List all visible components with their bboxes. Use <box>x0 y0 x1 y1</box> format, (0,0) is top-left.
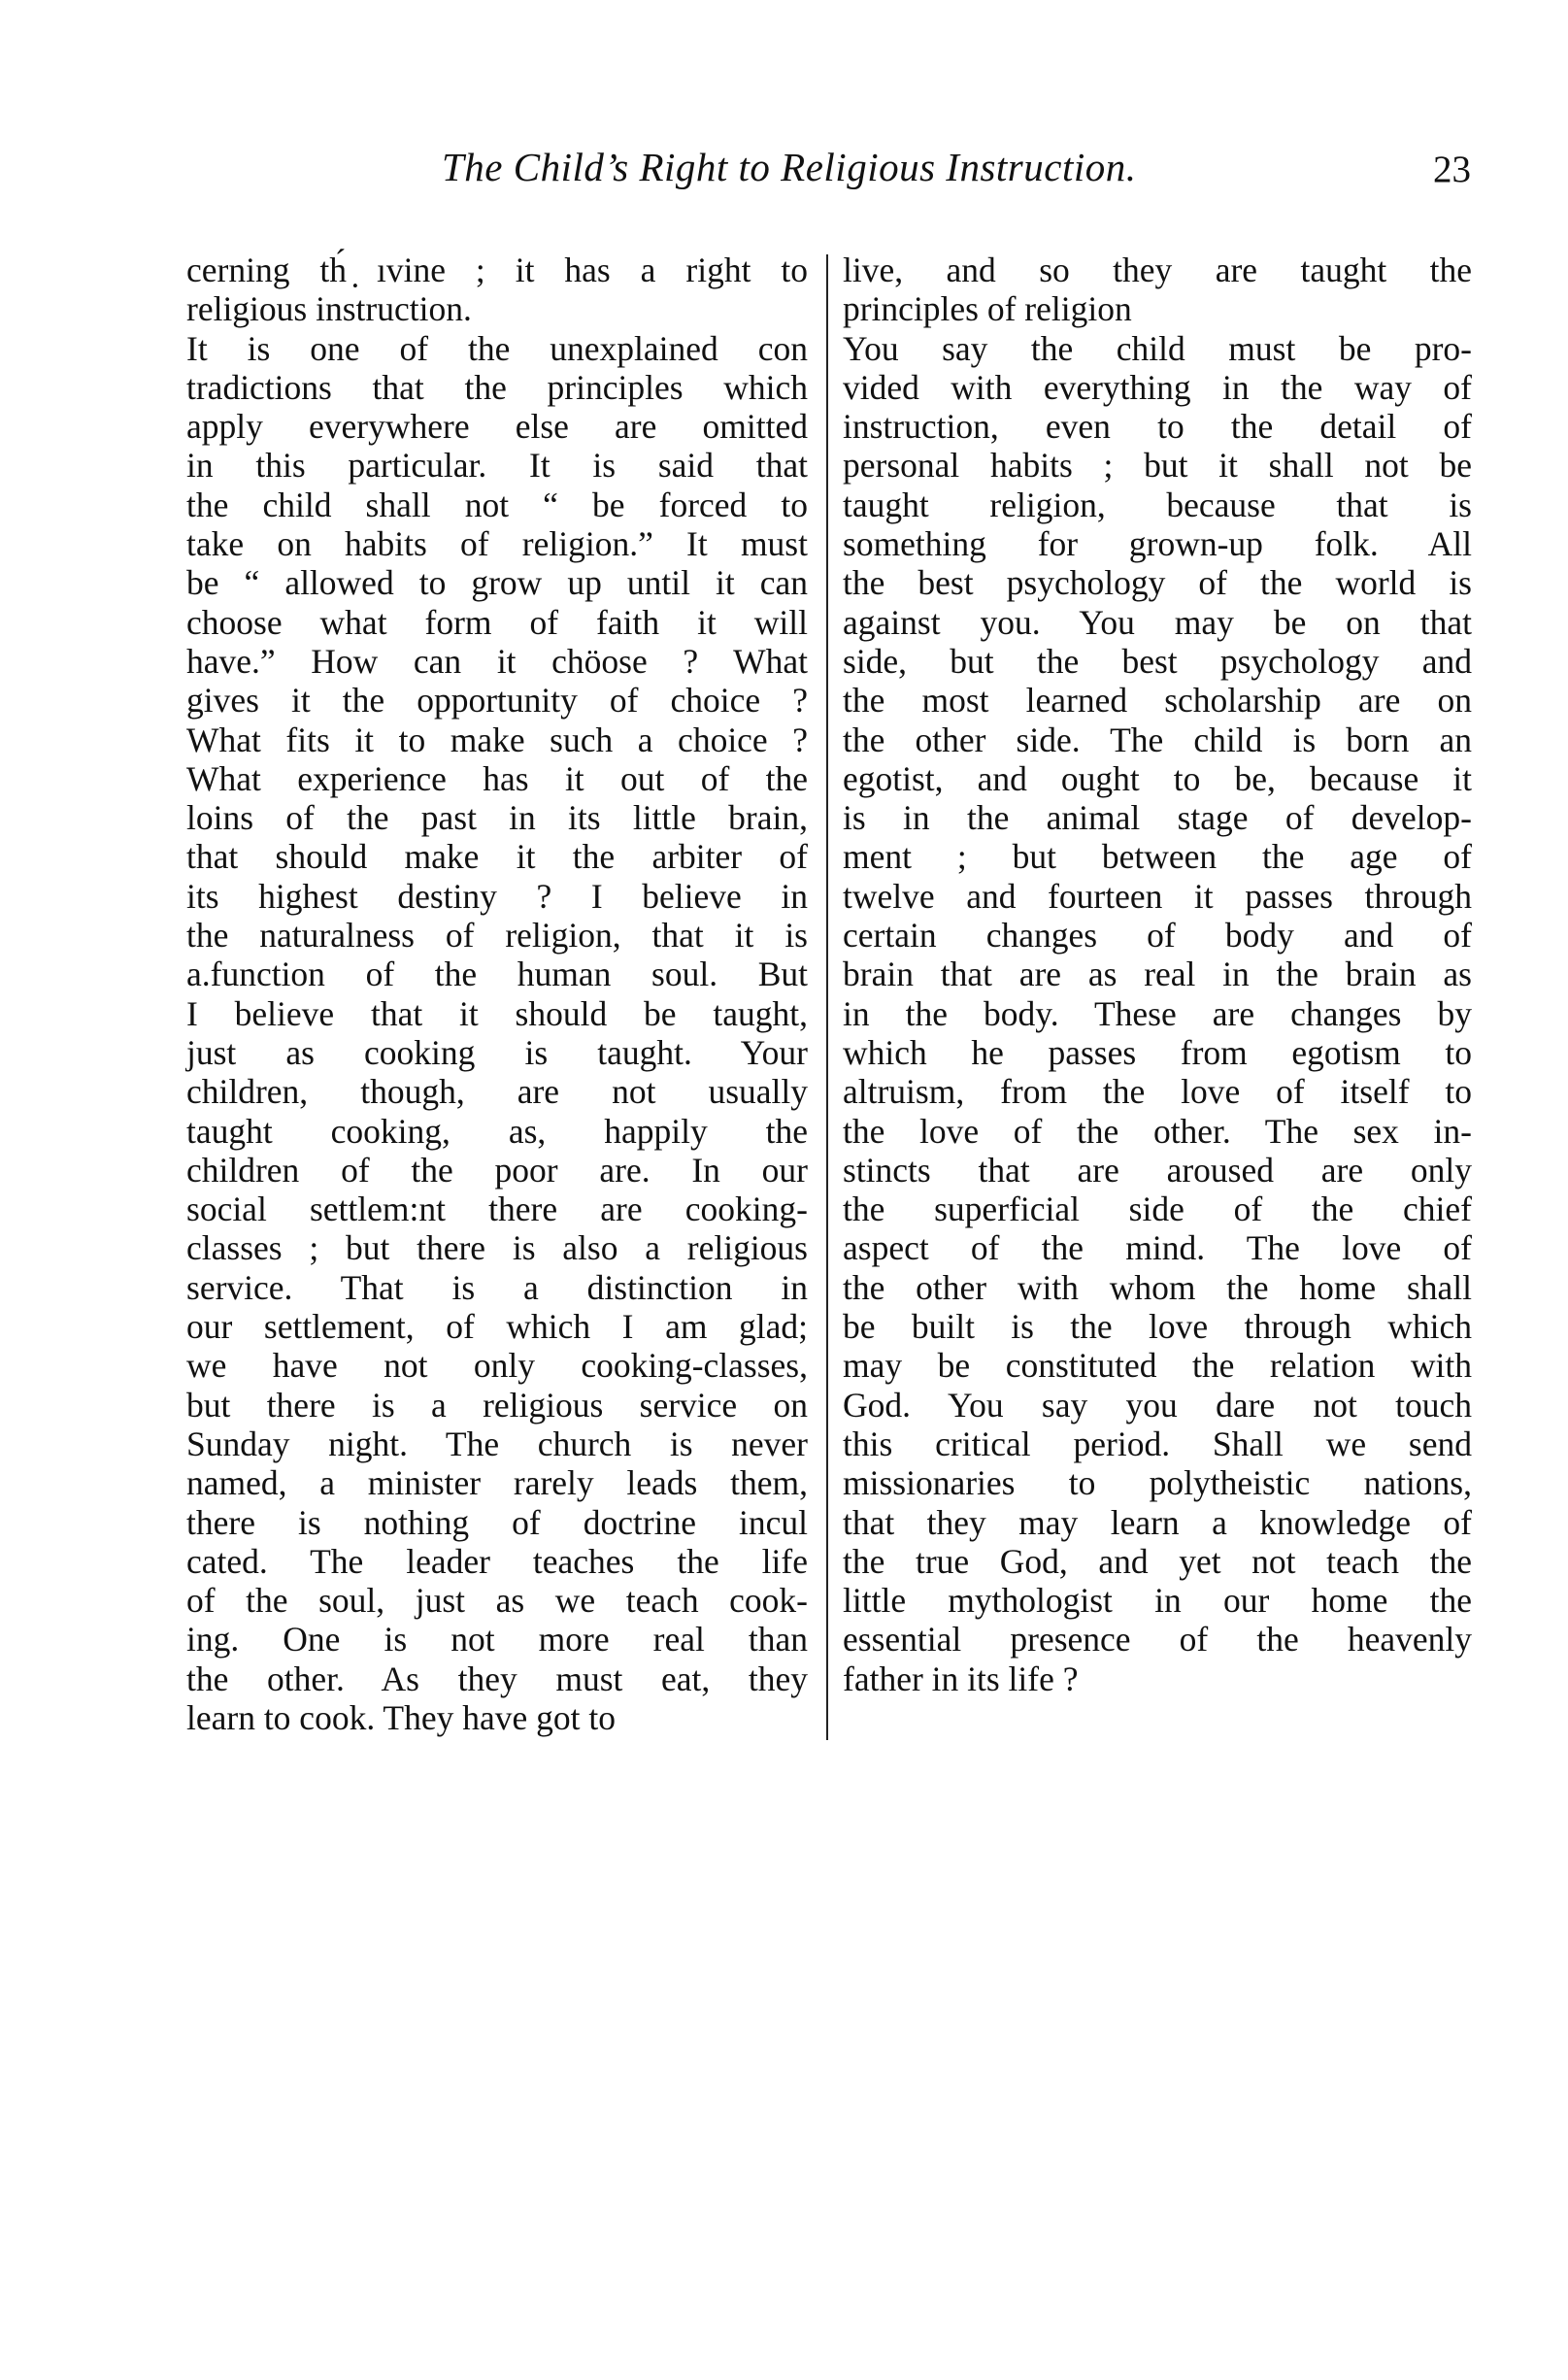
text-line: essential presence of the heavenly <box>843 1620 1472 1659</box>
text-line: that should make it the arbiter of <box>186 837 808 877</box>
text-line: be “ allowed to grow up until it can <box>186 563 808 603</box>
text-line: its highest destiny ? I believe in <box>186 876 808 916</box>
text-line: the most learned scholarship are on <box>843 681 1472 721</box>
text-line: against you. You may be on that <box>843 602 1472 642</box>
text-line: ment ; but between the age of <box>843 837 1472 877</box>
text-line: we have not only cooking-classes, <box>186 1346 808 1386</box>
text-line: choose what form of faith it will <box>186 602 808 642</box>
text-line: ing. One is not more real than <box>186 1620 808 1659</box>
text-line: aspect of the mind. The love of <box>843 1228 1472 1268</box>
text-line: named, a minister rarely leads them, <box>186 1463 808 1503</box>
text-line: tradictions that the principles which <box>186 367 808 407</box>
text-line: just as cooking is taught. Your <box>186 1032 808 1072</box>
text-line: gives it the opportunity of choice ? <box>186 681 808 721</box>
text-line: What fits it to make such a choice ? <box>186 720 808 759</box>
text-line: cated. The leader teaches the life <box>186 1541 808 1581</box>
text-line: It is one of the unexplained con <box>186 328 808 368</box>
text-line: a.function of the human soul. But <box>186 955 808 994</box>
text-line: that they may learn a knowledge of <box>843 1502 1472 1542</box>
text-line: cerning th́ ̣̣ıvine ; it has a right to <box>186 251 808 289</box>
text-line: the other. As they must eat, they <box>186 1659 808 1698</box>
text-line: religious instruction. <box>186 289 472 329</box>
text-line: the naturalness of religion, that it is <box>186 916 808 955</box>
text-line: brain that are as real in the brain as <box>843 955 1472 994</box>
text-line: the child shall not “ be forced to <box>186 485 808 524</box>
text-line: the other side. The child is born an <box>843 720 1472 759</box>
text-line: twelve and fourteen it passes through <box>843 876 1472 916</box>
text-line: Sunday night. The church is never <box>186 1424 808 1463</box>
text-line: altruism, from the love of itself to <box>843 1072 1472 1112</box>
text-line: I believe that it should be taught, <box>186 993 808 1033</box>
text-line: take on habits of religion.” It must <box>186 524 808 564</box>
text-line: apply everywhere else are omitted <box>186 407 808 447</box>
text-line: the superficial side of the chief <box>843 1190 1472 1229</box>
text-line: taught cooking, as, happily the <box>186 1111 808 1151</box>
text-line: be built is the love through which <box>843 1307 1472 1347</box>
text-line: something for grown-up folk. All <box>843 524 1472 564</box>
text-line: learn to cook. They have got to <box>186 1697 616 1737</box>
text-line: personal habits ; but it shall not be <box>843 446 1472 486</box>
text-line: taught religion, because that is <box>843 485 1472 524</box>
text-line: but there is a religious service on <box>186 1385 808 1425</box>
text-line: egotist, and ought to be, because it <box>843 758 1472 798</box>
text-line: God. You say you dare not touch <box>843 1385 1472 1425</box>
text-line: classes ; but there is also a religious <box>186 1228 808 1268</box>
text-line: little mythologist in our home the <box>843 1581 1472 1621</box>
text-line: social settlem:nt there are cooking- <box>186 1190 808 1229</box>
left-text-column <box>186 251 808 1737</box>
text-line: this critical period. Shall we send <box>843 1424 1472 1463</box>
text-line: have.” How can it chöose ? What <box>186 641 808 681</box>
page-number: 23 <box>1433 149 1471 190</box>
text-line: of the soul, just as we teach cook- <box>186 1581 808 1621</box>
text-line: may be constituted the relation with <box>843 1346 1472 1386</box>
text-line: in the body. These are changes by <box>843 993 1472 1033</box>
text-line: the true God, and yet not teach the <box>843 1541 1472 1581</box>
text-line: our settlement, of which I am glad; <box>186 1307 808 1347</box>
text-line: children of the poor are. In our <box>186 1150 808 1190</box>
text-line: stincts that are aroused are only <box>843 1150 1472 1190</box>
text-line: children, though, are not usually <box>186 1072 808 1112</box>
text-line: instruction, even to the detail of <box>843 407 1472 447</box>
column-divider-rule <box>826 254 828 1740</box>
text-line: vided with everything in the way of <box>843 367 1472 407</box>
text-line: there is nothing of doctrine incul <box>186 1502 808 1542</box>
running-title: The Child’s Right to Religious Instruction. <box>442 145 1137 189</box>
text-line: principles of religion <box>843 289 1132 329</box>
text-line: service. That is a distinction in <box>186 1267 808 1307</box>
text-line: missionaries to polytheistic nations, <box>843 1463 1472 1503</box>
text-line: which he passes from egotism to <box>843 1032 1472 1072</box>
text-line: is in the animal stage of develop- <box>843 798 1472 838</box>
running-header <box>442 144 1471 202</box>
text-line: certain changes of body and of <box>843 916 1472 955</box>
text-line: You say the child must be pro- <box>843 328 1472 368</box>
text-line: side, but the best psychology and <box>843 641 1472 681</box>
text-line: father in its life ? <box>843 1659 1079 1698</box>
right-text-column <box>843 251 1472 1698</box>
text-line: the best psychology of the world is <box>843 563 1472 603</box>
text-line: loins of the past in its little brain, <box>186 798 808 838</box>
text-line: the love of the other. The sex in- <box>843 1111 1472 1151</box>
text-line: in this particular. It is said that <box>186 446 808 486</box>
text-line: live, and so they are taught the <box>843 251 1472 289</box>
text-line: What experience has it out of the <box>186 758 808 798</box>
text-line: the other with whom the home shall <box>843 1267 1472 1307</box>
